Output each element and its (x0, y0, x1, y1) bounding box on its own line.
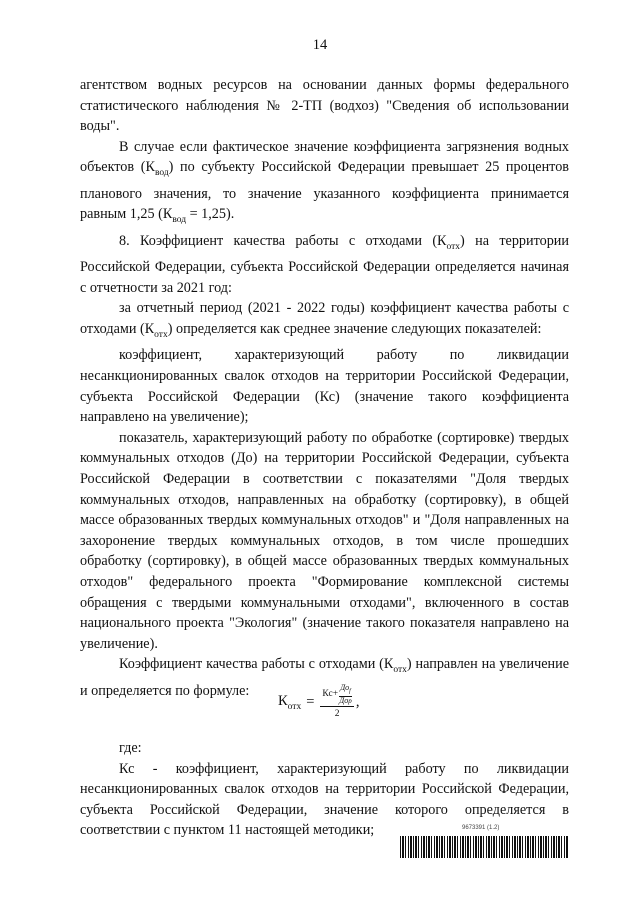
paragraph-formula-intro: Коэффициент качества работы с отходами $(К_{отх})$ направлен на увеличение и определяется по формуле: (80, 656, 569, 699)
document-body (80, 75, 569, 701)
formula-kotx (278, 678, 359, 726)
paragraph-kc-coefficient: коэффициент, характеризующий работу по ликвидации несанкционированных свалок отходов на территории Российской Федерации, субъекта Российской Федерации (Кс) (значение такого коэффициента направлено на увеличение); (80, 347, 569, 426)
formula-denominator: 2 (334, 708, 340, 719)
formula-equals: = (306, 693, 315, 710)
formula-inner-fraction: $\frac{До_f}{\text{Дор}}$ (339, 683, 352, 705)
formula-numerator: Кс+ $\frac{До_f}{\text{Дор}}$ (320, 684, 353, 707)
paragraph-do-indicator: показатель, характеризующий работу по обработке (сортировке) твердых коммунальных отходов (До) на территории Российской Федерации, субъекта Российской Федерации в соответствии с показателями "Доля твердых коммунальных отходов, направленных на обработку (сортировку), в общей массе образованных твердых коммунальных отходов" и "Доля направленных на захоронение твердых коммунальных отходов, в том числе прошедших обработку (сортировку), в общей массе образованных твердых коммунальных отходов" федерального проекта "Формирование комплексной системы обращения с твердыми коммунальными отходами", включенного в состав национального проекта "Экология" (значение такого показателя направлено на увеличение). (80, 429, 569, 652)
formula-comma: , (355, 693, 360, 710)
formula-lhs: $К_{отх}$ (278, 692, 302, 712)
formula-fraction (320, 684, 353, 720)
where-label: где: (119, 740, 142, 756)
definition-kc: Кс - коэффициент, характеризующий работу по ликвидации несанкционированных свалок отходов на территории Российской Федерации, субъекта Российской Федерации, значение которого определяется в соответствии с пунктом 11 настоящей методики; (80, 760, 569, 839)
paragraph-continuation: агентством водных ресурсов на основании данных формы федерального статистического наблюдения № 2-ТП (водхоз) "Сведения об использовании воды". (80, 77, 569, 135)
barcode-image (400, 836, 568, 858)
page-number: 14 (312, 37, 328, 53)
paragraph-item-8: 8. Коэффициент качества работы с отходами $(К_{отх})$ на территории Российской Федерации, субъекта Российской Федерации определяется начиная с отчетности за 2021 год: (80, 232, 569, 296)
document-code: 9673391 (1.2) (462, 825, 500, 831)
paragraph-pollution-cap: В случае если фактическое значение коэффициента загрязнения водных объектов $(К_{вод})$ по субъекту Российской Федерации превышает 25 процентов планового значения, то значение указанного коэффициента принимается равным 1,25 $(К_{вод} = 1,25)$. (80, 138, 569, 226)
paragraph-reporting-period: за отчетный период (2021 - 2022 годы) коэффициент качества работы с отходами $(К_{отх})$ определяется как среднее значение следующих показателей: (80, 300, 569, 340)
